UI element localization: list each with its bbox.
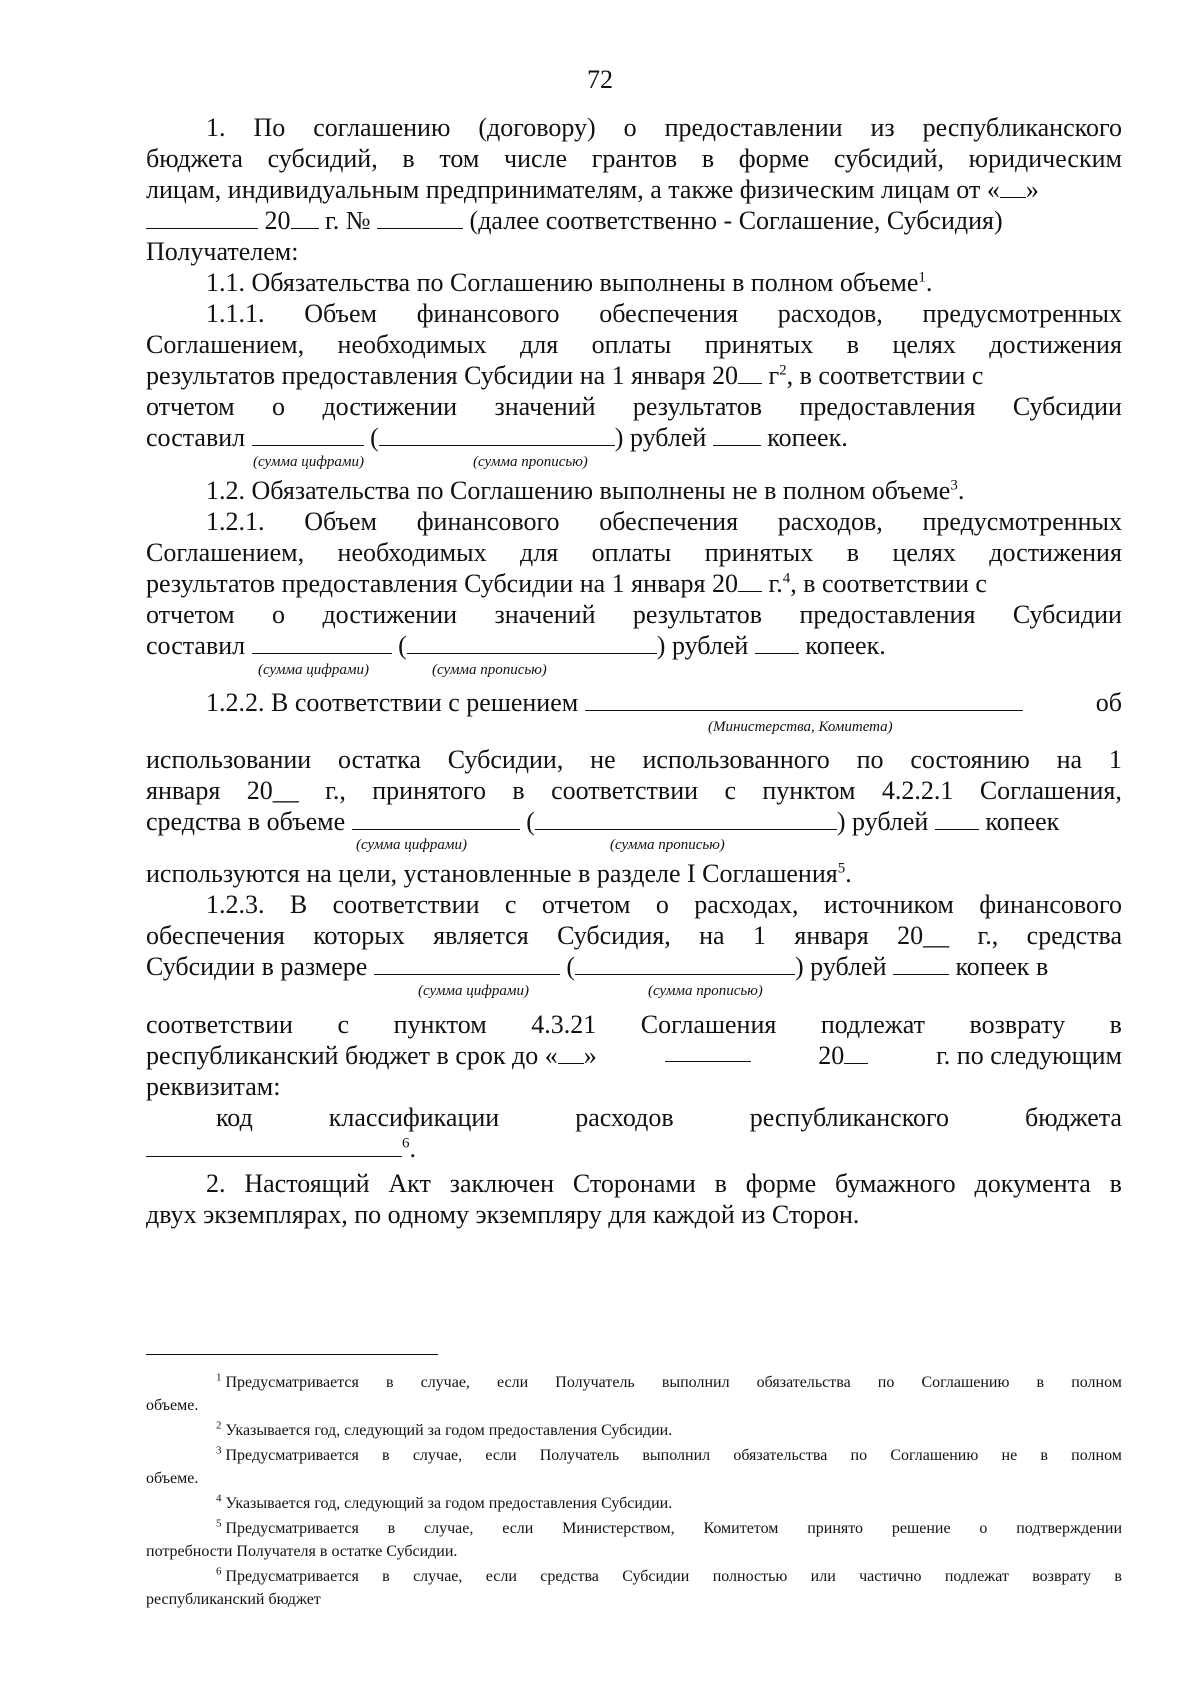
word: возврату [969, 1010, 1066, 1039]
word: 1.2.1. [206, 507, 265, 536]
word: классификации [328, 1103, 500, 1132]
word: пунктом [393, 1010, 487, 1039]
word: в [1109, 1010, 1122, 1039]
word: достижения [989, 538, 1122, 567]
caption-sum-words: (сумма прописью) [432, 662, 547, 678]
word: 1. [206, 113, 226, 142]
word: код [216, 1103, 253, 1132]
word: обеспечения [599, 299, 739, 328]
word: использованного [642, 745, 830, 774]
word: соответствии [551, 776, 699, 805]
word: документа [974, 1169, 1091, 1198]
word: Соглашения [640, 1010, 777, 1039]
word: (договору) [478, 113, 596, 142]
word: принятых [704, 538, 814, 567]
word: соответствии [332, 890, 480, 919]
word: целях [892, 538, 956, 567]
word: 20__ [246, 776, 299, 805]
caption-sum-digits: (сумма цифрами) [418, 983, 529, 999]
word: января [146, 776, 221, 805]
word: в [701, 144, 715, 173]
caption-sum-digits: (сумма цифрами) [258, 662, 369, 678]
word: в [714, 1169, 727, 1198]
word: оплаты [591, 538, 672, 567]
caption-sum-digits: (сумма цифрами) [356, 837, 467, 853]
blank-month [146, 206, 258, 229]
p111-line3: результатов предоставления Субсидии на 1 января 20 $г^2$, в соответствии с [146, 361, 984, 390]
word: финансового [416, 507, 560, 536]
footnote-separator [146, 1354, 438, 1355]
p121-line1 [206, 505, 1122, 539]
p111-line4 [146, 390, 1122, 424]
p122-line3 [146, 774, 1122, 808]
word: результатов [632, 392, 763, 421]
word: г., [977, 921, 999, 950]
word: о [272, 600, 286, 629]
word: Соглашения, [979, 776, 1122, 805]
word: значений [494, 392, 596, 421]
p123-line1 [206, 888, 1122, 922]
word: о [272, 392, 286, 421]
word: бюджета [1025, 1103, 1122, 1132]
word: средства [1026, 921, 1122, 950]
word: для [520, 330, 559, 359]
p121-line2 [146, 536, 1122, 570]
word: финансового [416, 299, 560, 328]
word: о [655, 890, 669, 919]
word: Субсидии [1012, 392, 1122, 421]
word: 1 [1108, 745, 1122, 774]
word: достижения [989, 330, 1122, 359]
word: января [794, 921, 869, 950]
p123-line8: $^6$. [146, 1132, 1122, 1166]
word: 1.2.3. [206, 890, 265, 919]
word: с [724, 776, 736, 805]
word: которых [313, 921, 405, 950]
word: на [1056, 745, 1083, 774]
word: республиканского [749, 1103, 950, 1132]
word: 20__ [897, 921, 950, 950]
word: целях [892, 330, 956, 359]
caption-sum-words: (сумма прописью) [473, 454, 588, 470]
word: 2. [206, 1169, 226, 1198]
caption-ministry: (Министерства, Комитета) [708, 719, 893, 735]
word: достижении [322, 392, 458, 421]
paragraph-1-1: 1.1. Обязательства по Соглашению выполнены в полном объеме$^1$. [206, 268, 933, 297]
word: 1.1.1. [206, 299, 265, 328]
p123-line6: реквизитам: [146, 1072, 281, 1101]
footnote-6-line1: $^6$ Предусматривается в случае, если средства Субсидии полностью или частично подлежат возврату в [216, 1565, 1122, 1585]
p123-line5: республиканский бюджет в срок до « » 20 г. по следующим [146, 1041, 1122, 1070]
word: принятых [704, 330, 814, 359]
footnote-ref: 5 [837, 860, 846, 877]
word: обеспечения [599, 507, 739, 536]
p111-line1 [206, 297, 1122, 331]
caption-sum-words: (сумма прописью) [648, 983, 763, 999]
word: о [623, 113, 637, 142]
word: Акт [388, 1169, 431, 1198]
footnote-6-line2: республиканский бюджет [146, 1591, 321, 1608]
p121-line3: результатов предоставления Субсидии на 1 января 20 г.$^4$, в соответствии с [146, 569, 987, 598]
word: в [512, 776, 525, 805]
p122-line4: средства в объеме ( ) рублей копеек [146, 807, 1060, 836]
blank-number [377, 206, 463, 229]
word: Настоящий [244, 1169, 370, 1198]
word: достижении [322, 600, 458, 629]
word: числе [504, 144, 568, 173]
caption-sum-words: (сумма прописью) [610, 837, 725, 853]
word: пунктом [762, 776, 856, 805]
word: состоянию [910, 745, 1030, 774]
word: отчетом [541, 890, 631, 919]
word: заключен [449, 1169, 555, 1198]
word: с [337, 1010, 350, 1039]
footnote-1-line2: объеме. [146, 1397, 199, 1414]
word: расходов [575, 1103, 674, 1132]
word: предусмотренных [922, 299, 1122, 328]
section2-line1 [206, 1167, 1122, 1201]
word: республиканского [922, 113, 1122, 142]
word: 4.2.2.1 [881, 776, 954, 805]
word: 1 [752, 921, 766, 950]
blank-year [291, 206, 319, 229]
footnote-5-line1: $^5$ Предусматривается в случае, если Министерством, Комитетом принято решение о подтверждении [216, 1517, 1122, 1537]
footnote-1-line1: $^1$ Предусматривается в случае, если Получатель выполнил обязательства по Соглашению в полном [216, 1371, 1122, 1391]
word: результатов [632, 600, 763, 629]
p123-line3: Субсидии в размере ( ) рублей копеек в [146, 952, 1049, 981]
word: юридическим [968, 144, 1122, 173]
word: предоставления [799, 392, 976, 421]
word: расходов, [777, 299, 883, 328]
word: форме [738, 144, 810, 173]
word: финансового [979, 890, 1122, 919]
word: в [846, 330, 859, 359]
word: форме [745, 1169, 817, 1198]
word: соглашению [313, 113, 451, 142]
section1-line5: Получателем: [146, 237, 299, 266]
word: расходах, [694, 890, 799, 919]
p122-line1: 1.2.2. В соответствии с решением об [206, 688, 1122, 717]
word: подлежат [820, 1010, 925, 1039]
word: Субсидия, [557, 921, 671, 950]
p111-line5: составил ( ) рублей копеек. [146, 423, 848, 452]
word: в [846, 538, 859, 567]
word: том [439, 144, 480, 173]
word: обеспечения [146, 921, 285, 950]
word: субсидий, [267, 144, 378, 173]
p123-line2 [146, 919, 1122, 953]
caption-sum-digits: (сумма цифрами) [253, 454, 364, 470]
p121-line5: составил ( ) рублей копеек. [146, 631, 886, 660]
word: г., [325, 776, 346, 805]
word: отчетом [146, 600, 235, 629]
p121-line4 [146, 598, 1122, 632]
word: Сторонами [572, 1169, 696, 1198]
p123-line4 [146, 1008, 1122, 1042]
word: значений [494, 600, 596, 629]
word: Объем [304, 507, 377, 536]
footnote-ref: 1 [918, 269, 926, 286]
word: предоставлении [664, 113, 843, 142]
blank-ministry-decision [585, 688, 1023, 711]
word: использовании [146, 745, 312, 774]
p123-line7 [216, 1101, 1122, 1135]
p122-line5: используются на цели, установленные в разделе I Соглашения$^5$. [146, 859, 852, 888]
word: для [520, 538, 559, 567]
word: является [433, 921, 529, 950]
word: расходов, [777, 507, 883, 536]
word: из [870, 113, 895, 142]
paragraph-1-2: 1.2. Обязательства по Соглашению выполнены не в полном объеме$^3$. [206, 476, 965, 505]
footnote-4: $^4$ Указывается год, следующий за годом предоставления Субсидии. [216, 1492, 673, 1512]
blank-budget-code [146, 1134, 402, 1157]
word: необходимых [337, 330, 487, 359]
word: Соглашением, [146, 538, 305, 567]
word: соответствии [146, 1010, 293, 1039]
footnote-5-line2: потребности Получателя в остатке Субсидии. [146, 1543, 458, 1560]
page-number: 72 [587, 65, 613, 94]
word: отчетом [146, 392, 235, 421]
word: принятого [372, 776, 487, 805]
word: 4.3.21 [531, 1010, 597, 1039]
word: Объем [304, 299, 377, 328]
section1-line2 [146, 142, 1122, 176]
word: предусмотренных [922, 507, 1122, 536]
word: в [402, 144, 415, 173]
blank-day [1000, 175, 1026, 198]
word: источником [823, 890, 954, 919]
word: бумажного [835, 1169, 956, 1198]
word: Субсидии, [447, 745, 564, 774]
word: По [253, 113, 286, 142]
p111-line2 [146, 328, 1122, 362]
word: субсидий, [833, 144, 944, 173]
word: грантов [591, 144, 678, 173]
word: Соглашением, [146, 330, 305, 359]
word: в [1109, 1169, 1122, 1198]
section1-line1 [206, 111, 1122, 145]
section1-line3: лицам, индивидуальным предпринимателям, а также физическим лицам от « » [146, 175, 1039, 204]
word: Субсидии [1012, 600, 1122, 629]
word: по [856, 745, 884, 774]
section1-line4: 20 г. № (далее соответственно - Соглашение, Субсидия) [146, 204, 1122, 238]
word: не [590, 745, 616, 774]
word: оплаты [591, 330, 672, 359]
word: на [699, 921, 725, 950]
word: В [289, 890, 308, 919]
word: необходимых [337, 538, 487, 567]
footnote-3-line2: объеме. [146, 1470, 199, 1487]
footnote-2: $^2$ Указывается год, следующий за годом предоставления Субсидии. [216, 1419, 673, 1439]
footnote-ref: 3 [950, 477, 958, 494]
word: с [504, 890, 517, 919]
word: бюджета [146, 144, 243, 173]
footnote-3-line1: $^3$ Предусматривается в случае, если Получатель выполнил обязательства по Соглашению не в полном [216, 1444, 1122, 1464]
word: предоставления [799, 600, 976, 629]
word: остатка [338, 745, 421, 774]
section2-line2: двух экземплярах, по одному экземпляру для каждой из Сторон. [146, 1200, 860, 1229]
p122-line2 [146, 743, 1122, 777]
